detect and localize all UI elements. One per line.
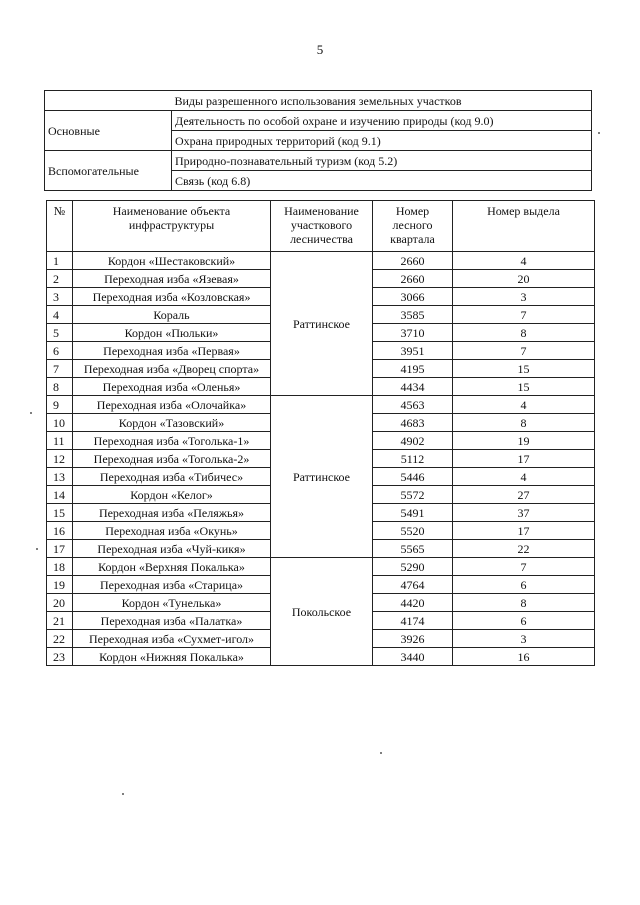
forest-section: 7 [453,342,595,360]
object-name: Переходная изба «Первая» [73,342,271,360]
forest-section: 17 [453,450,595,468]
forest-quarter: 5290 [373,558,453,576]
forest-quarter: 3585 [373,306,453,324]
forestry-name: Раттинское [271,252,373,396]
row-number: 15 [47,504,73,522]
land-use-row [45,151,592,171]
land-use-category-main: Основные [45,111,172,151]
object-name: Переходная изба «Козловская» [73,288,271,306]
row-number: 2 [47,270,73,288]
scan-speck [36,548,38,550]
row-number: 21 [47,612,73,630]
forest-section: 15 [453,378,595,396]
land-use-title-row [45,91,592,111]
row-number: 3 [47,288,73,306]
forest-quarter: 4195 [373,360,453,378]
forest-section: 22 [453,540,595,558]
land-use-title: Виды разрешенного использования земельных участков [45,91,592,111]
forest-section: 37 [453,504,595,522]
table-row [47,558,595,576]
object-name: Переходная изба «Сухмет-игол» [73,630,271,648]
forest-quarter: 4174 [373,612,453,630]
forest-section: 3 [453,288,595,306]
land-use-item: Связь (код 6.8) [172,171,592,191]
forestry-name: Раттинское [271,396,373,558]
forest-section: 20 [453,270,595,288]
object-name: Переходная изба «Олочайка» [73,396,271,414]
forest-section: 8 [453,594,595,612]
forest-section: 15 [453,360,595,378]
object-name: Кордон «Верхняя Покалька» [73,558,271,576]
forest-quarter: 4434 [373,378,453,396]
row-number: 7 [47,360,73,378]
row-number: 8 [47,378,73,396]
land-use-table [44,90,592,191]
forest-quarter: 4683 [373,414,453,432]
forest-quarter: 5446 [373,468,453,486]
object-name: Кордон «Келог» [73,486,271,504]
forest-quarter: 5112 [373,450,453,468]
forestry-name: Покольское [271,558,373,666]
forest-quarter: 3926 [373,630,453,648]
row-number: 18 [47,558,73,576]
forest-quarter: 3710 [373,324,453,342]
forest-section: 4 [453,396,595,414]
table-row [47,252,595,270]
land-use-row [45,111,592,131]
forest-section: 6 [453,576,595,594]
forest-section: 19 [453,432,595,450]
land-use-category-auxiliary: Вспомогательные [45,151,172,191]
row-number: 23 [47,648,73,666]
scan-speck [598,132,600,134]
forest-quarter: 2660 [373,252,453,270]
forest-quarter: 5572 [373,486,453,504]
object-name: Переходная изба «Тоголька-2» [73,450,271,468]
forest-section: 8 [453,324,595,342]
forest-section: 6 [453,612,595,630]
object-name: Переходная изба «Тибичес» [73,468,271,486]
forest-quarter: 2660 [373,270,453,288]
object-name: Переходная изба «Чуй-кикя» [73,540,271,558]
object-name: Переходная изба «Окунь» [73,522,271,540]
row-number: 1 [47,252,73,270]
row-number: 20 [47,594,73,612]
table-row [47,396,595,414]
object-name: Переходная изба «Оленья» [73,378,271,396]
page-number: 5 [316,42,324,57]
row-number: 6 [47,342,73,360]
row-number: 22 [47,630,73,648]
forest-quarter: 5565 [373,540,453,558]
object-name: Кордон «Тазовский» [73,414,271,432]
forest-section: 27 [453,486,595,504]
object-name: Переходная изба «Пеляжья» [73,504,271,522]
object-name: Кораль [73,306,271,324]
row-number: 19 [47,576,73,594]
object-name: Кордон «Пюльки» [73,324,271,342]
row-number: 17 [47,540,73,558]
object-name: Переходная изба «Дворец спорта» [73,360,271,378]
infrastructure-body [47,252,595,666]
row-number: 5 [47,324,73,342]
row-number: 16 [47,522,73,540]
header-section: Номер выдела [453,201,595,252]
forest-section: 3 [453,630,595,648]
forest-quarter: 5491 [373,504,453,522]
object-name: Кордон «Шестаковский» [73,252,271,270]
forest-quarter: 3440 [373,648,453,666]
row-number: 4 [47,306,73,324]
object-name: Кордон «Нижняя Покалька» [73,648,271,666]
row-number: 9 [47,396,73,414]
land-use-item: Деятельность по особой охране и изучению природы (код 9.0) [172,111,592,131]
forest-quarter: 3066 [373,288,453,306]
forest-quarter: 3951 [373,342,453,360]
object-name: Переходная изба «Старица» [73,576,271,594]
forest-section: 8 [453,414,595,432]
forest-quarter: 4420 [373,594,453,612]
row-number: 13 [47,468,73,486]
row-number: 12 [47,450,73,468]
header-forestry: Наименование участкового лесничества [271,201,373,252]
object-name: Переходная изба «Язевая» [73,270,271,288]
forest-section: 4 [453,252,595,270]
forest-quarter: 4563 [373,396,453,414]
row-number: 10 [47,414,73,432]
infrastructure-table [46,200,595,666]
forest-section: 7 [453,306,595,324]
forest-section: 17 [453,522,595,540]
forest-section: 7 [453,558,595,576]
header-num: № [47,201,73,252]
scan-speck [122,793,124,795]
row-number: 14 [47,486,73,504]
infrastructure-header-row [47,201,595,252]
forest-section: 4 [453,468,595,486]
land-use-item: Природно-познавательный туризм (код 5.2) [172,151,592,171]
forest-section: 16 [453,648,595,666]
row-number: 11 [47,432,73,450]
forest-quarter: 4764 [373,576,453,594]
scan-speck [380,752,382,754]
header-quarter: Номер лесного квартала [373,201,453,252]
scan-speck [30,412,32,414]
land-use-item: Охрана природных территорий (код 9.1) [172,131,592,151]
object-name: Переходная изба «Палатка» [73,612,271,630]
forest-quarter: 4902 [373,432,453,450]
forest-quarter: 5520 [373,522,453,540]
object-name: Переходная изба «Тоголька-1» [73,432,271,450]
header-name: Наименование объекта инфраструктуры [73,201,271,252]
object-name: Кордон «Тунелька» [73,594,271,612]
